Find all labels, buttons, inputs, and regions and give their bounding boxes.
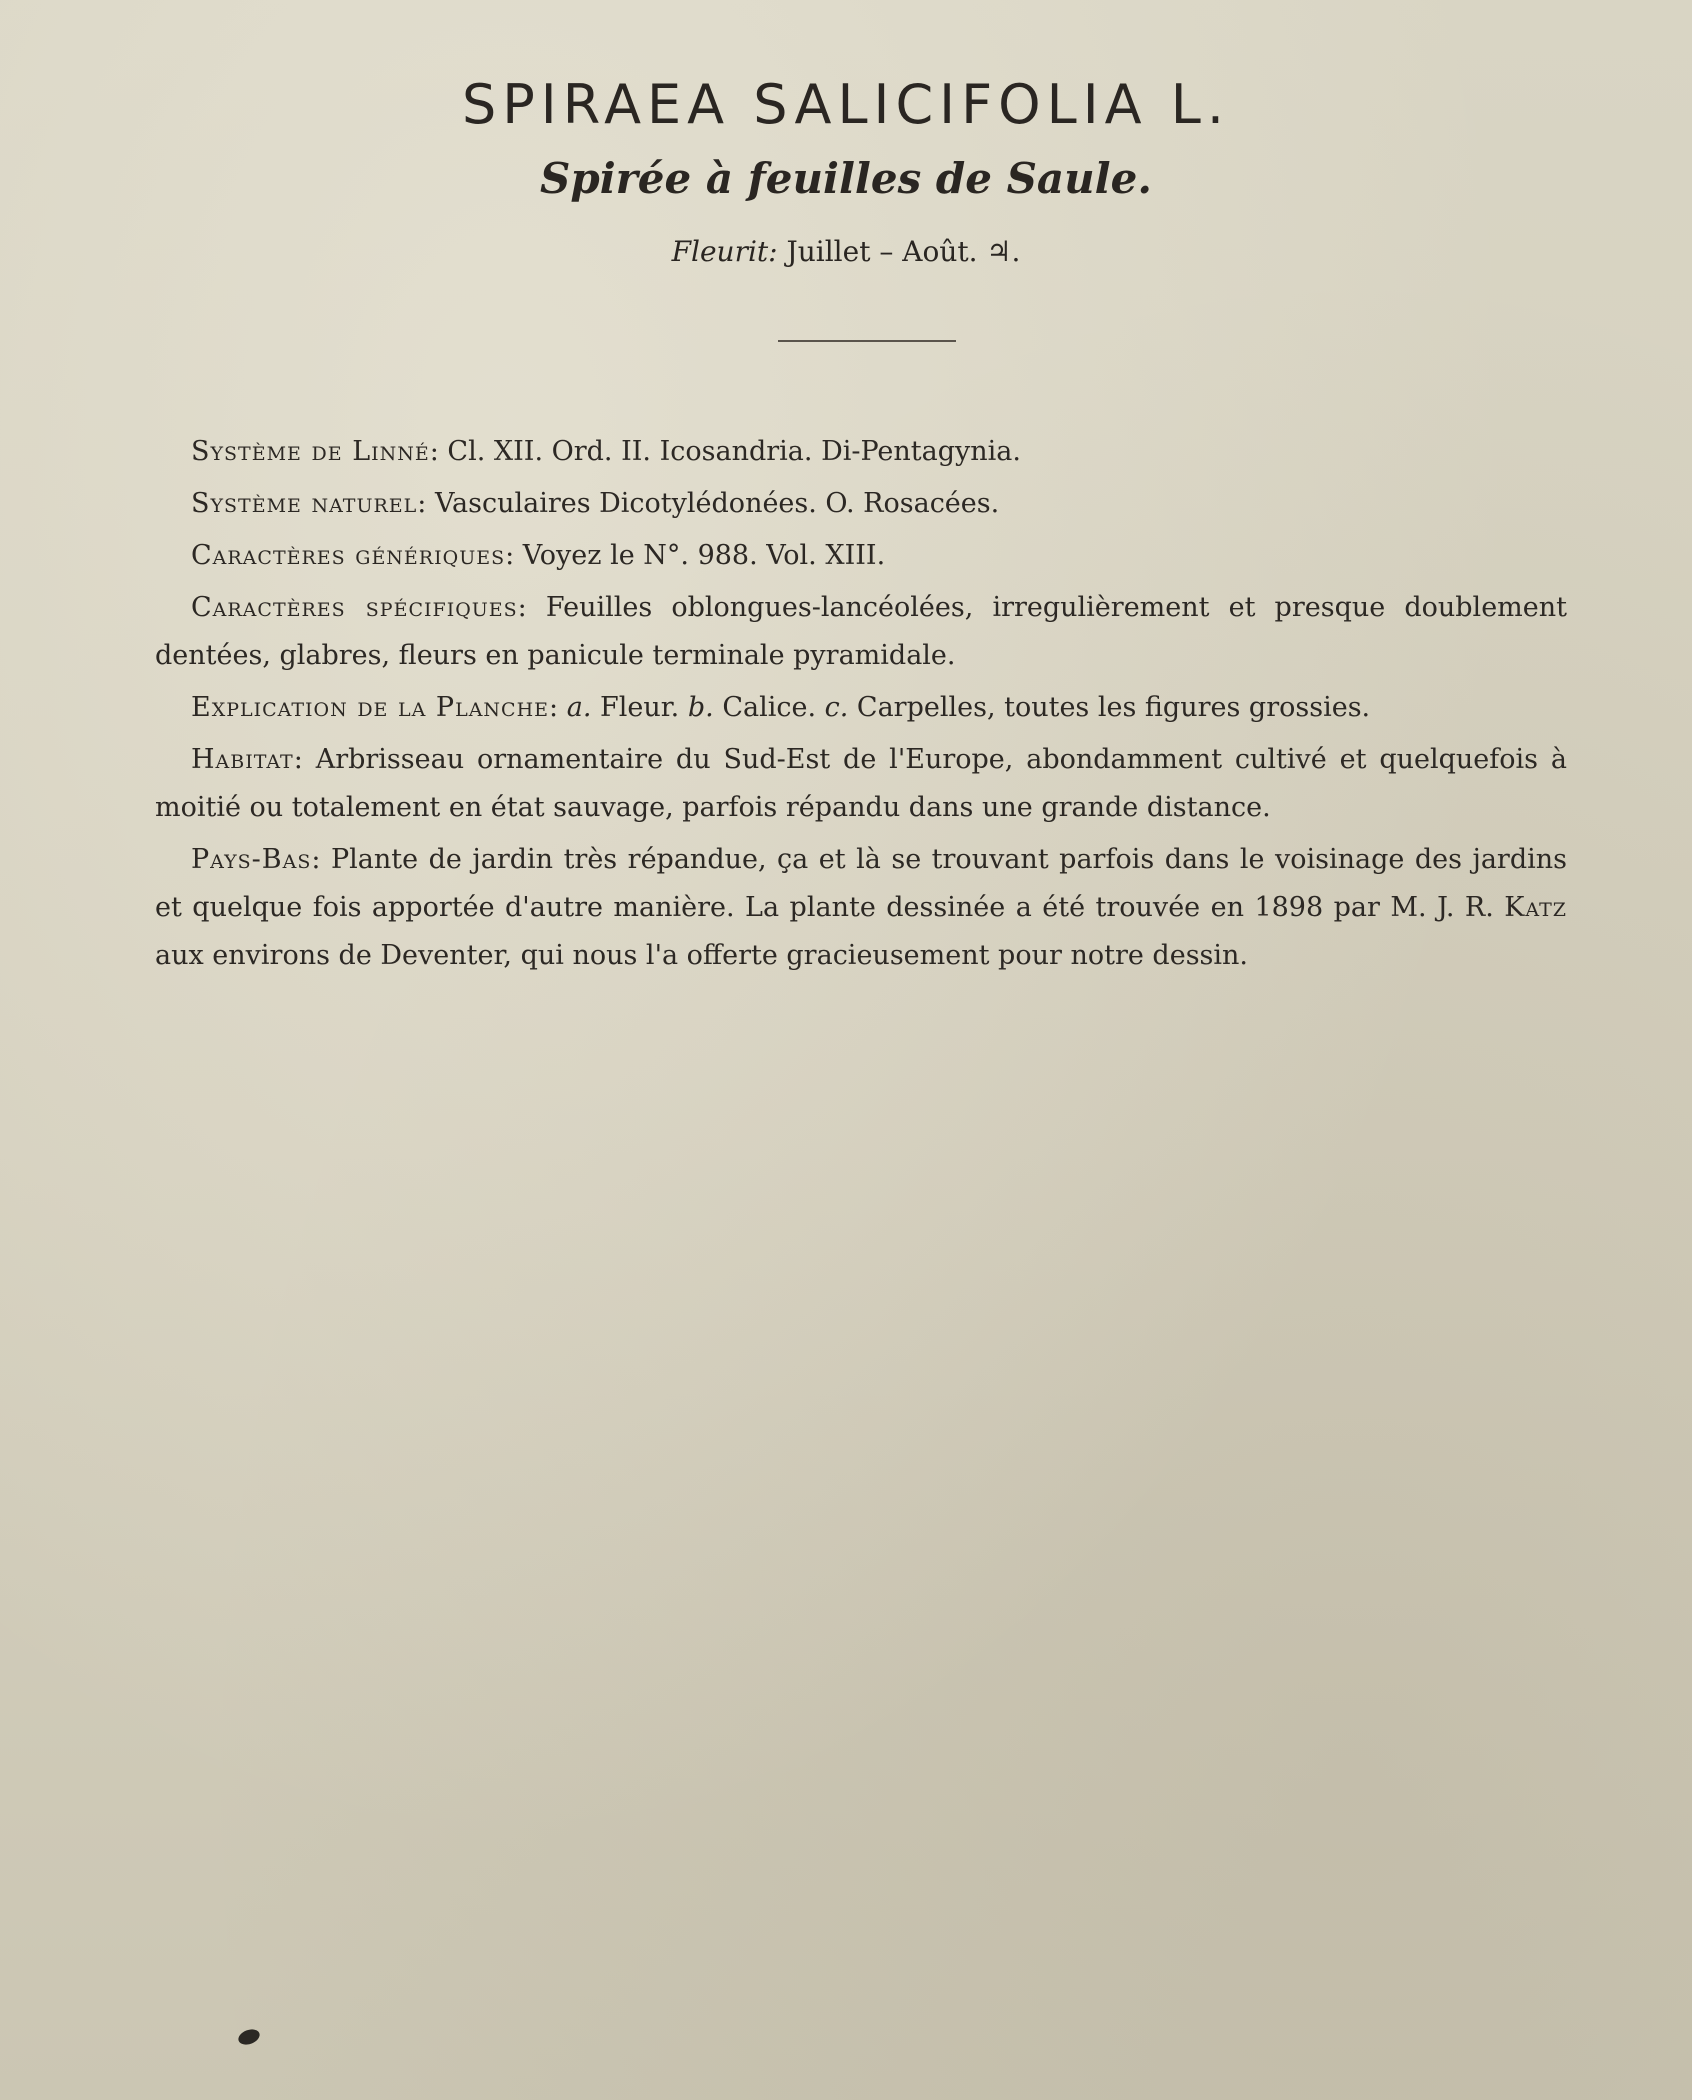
flowering-value: Juillet – Août. ♃. [786,235,1021,268]
paragraph-text: aux environs de Deventer, qui nous l'a offerte gracieusement pour notre dessin. [155,940,1249,971]
ink-speck [236,2027,261,2048]
page-subtitle: Spirée à feuilles de Saule. [540,154,1152,203]
figure-key-a: a. [566,692,592,723]
paragraph-heading: Caractères spécifiques [191,592,518,623]
figure-key-b: b. [687,692,714,723]
paragraph-heading: Habitat [191,744,294,775]
paragraph-heading: Système naturel [191,488,418,519]
paragraph-habitat [155,736,1567,832]
flowering-line [0,235,1692,268]
paragraph-heading: Pays-Bas [191,844,312,875]
description-body [155,428,1567,984]
divider [778,340,956,342]
paragraph-text: : [549,692,567,723]
paragraph-text: : Vasculaires Dicotylédonées. O. Rosacées. [417,488,1000,519]
paragraph-text: : Arbrisseau ornamentaire du Sud-Est de l'Europe, abondamment cultivé et quelquefois à moitié ou totalement en état sauvage, parfois répandu dans une grande distance. [155,744,1567,823]
paragraph-netherlands [155,836,1567,980]
paragraph-text: : Plante de jardin très répandue, ça et là se trouvant parfois dans le voisinage des jardins et quelque fois apportée d'autre manière. La plante dessinée a été trouvée en 1898 par M. J. R. [155,844,1567,923]
paragraph-heading: Système de Linné [191,436,430,467]
paragraph-heading: Explication de la Planche [191,692,550,723]
collector-name: Katz [1504,892,1567,923]
paragraph-heading: Caractères génériques [191,540,506,571]
paragraph-text: Calice. [713,692,825,723]
paragraph-text: Fleur. [591,692,688,723]
paragraph-natural-system [155,480,1567,528]
paragraph-text: : Feuilles oblongues-lancéolées, irregulièrement et presque doublement dentées, glabres, fleurs en panicule terminale pyramidale. [155,592,1567,671]
paragraph-generic-characters [155,532,1567,580]
flowering-label: Fleurit: [671,235,778,268]
paragraph-text: : Cl. XII. Ord. II. Icosandria. Di-Pentagynia. [429,436,1021,467]
paragraph-specific-characters [155,584,1567,680]
paragraph-linne [155,428,1567,476]
paragraph-plate-explanation [155,684,1567,732]
paragraph-text: : Voyez le N°. 988. Vol. XIII. [505,540,886,571]
paragraph-text: Carpelles, toutes les figures grossies. [848,692,1371,723]
figure-key-c: c. [824,692,849,723]
page-title: SPIRAEA SALICIFOLIA L. [461,73,1231,136]
